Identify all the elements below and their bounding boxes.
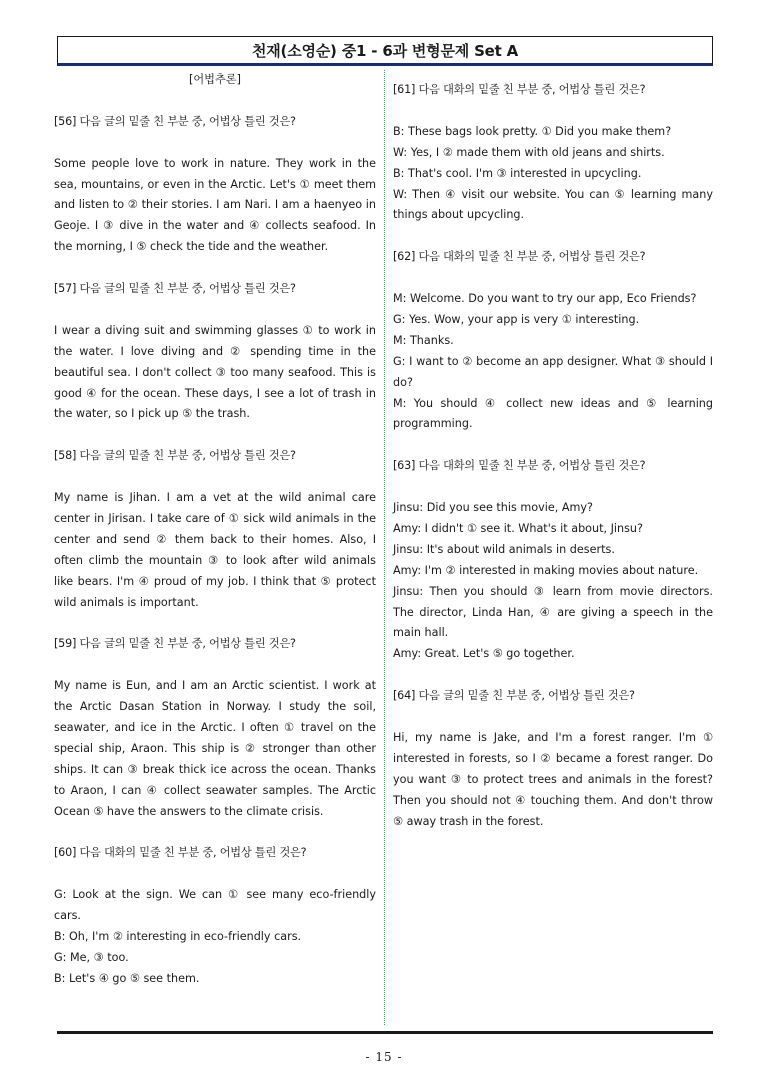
question-61-dialogue	[393, 122, 713, 227]
passage-text: Hi, my name is Jake, and I'm a forest ranger. I'm ① interested in forests, so I ② became a forest ranger. Do you want ③ to protect trees and animals in the forest? Then you should not ④ touching them. And don't throw ⑤ away trash in the forest.	[393, 730, 713, 828]
dialogue-line: Amy: Great. Let's ⑤ go together.	[393, 647, 575, 661]
dialogue-line: Amy: I'm ② interested in making movies about nature.	[393, 563, 699, 577]
dialogue-line: G: Me, ③ too.	[54, 950, 129, 964]
dialogue-line: Jinsu: Then you should ③ learn from movie directors. The director, Linda Han, ④ are giving a speech in the main hall.	[393, 584, 713, 640]
question-59-prompt: [59] 다음 글의 밑줄 친 부분 중, 어법상 틀린 것은?	[54, 637, 296, 651]
question-57-prompt: [57] 다음 글의 밑줄 친 부분 중, 어법상 틀린 것은?	[54, 282, 296, 296]
dialogue-line: M: Welcome. Do you want to try our app, Eco Friends?	[393, 292, 697, 306]
question-62-dialogue	[393, 289, 713, 435]
dialogue-line: Jinsu: It's about wild animals in deserts.	[393, 542, 615, 556]
dialogue-line: B: These bags look pretty. ① Did you make them?	[393, 124, 672, 138]
category-label: [어법추론]	[189, 73, 241, 86]
dialogue-line: W: Yes, I ② made them with old jeans and shirts.	[393, 145, 665, 159]
passage-text: My name is Jihan. I am a vet at the wild animal care center in Jirisan. I take care of ① sick wild animals in the center and send ② them back to their homes. Also, I often climb the mountain ③ to look after wild animals like bears. I'm ④ proud of my job. I think that ⑤ protect wild animals is important.	[54, 491, 376, 609]
right-column	[393, 68, 713, 833]
question-63-prompt: [63] 다음 대화의 밑줄 친 부분 중, 어법상 틀린 것은?	[393, 459, 646, 473]
question-56-prompt: [56] 다음 글의 밑줄 친 부분 중, 어법상 틀린 것은?	[54, 114, 296, 128]
passage-text: Some people love to work in nature. They work in the sea, mountains, or even in the Arctic. Let's ① meet them and listen to ② their stories. I am Nari. I am a haenyeo in Geoje. I ③ dive in the water and ④ collects seafood. In the morning, I ⑤ check the tide and the weather.	[54, 156, 376, 254]
page-number: - 15 -	[365, 1050, 403, 1064]
dialogue-line: W: Then ④ visit our website. You can ⑤ learning many things about upcycling.	[393, 187, 713, 222]
dialogue-line: B: Oh, I'm ② interesting in eco-friendly cars.	[54, 930, 302, 943]
left-column	[54, 68, 376, 990]
question-57-passage	[54, 321, 376, 426]
dialogue-line: M: You should ④ collect new ideas and ⑤ learning programming.	[393, 396, 713, 431]
column-divider	[384, 70, 385, 1025]
page-header	[57, 36, 713, 66]
question-60-prompt: [60] 다음 대화의 밑줄 친 부분 중, 어법상 틀린 것은?	[54, 846, 307, 860]
footer-rule	[57, 1031, 713, 1034]
question-62-prompt: [62] 다음 대화의 밑줄 친 부분 중, 어법상 틀린 것은?	[393, 250, 646, 264]
dialogue-line: B: That's cool. I'm ③ interested in upcycling.	[393, 166, 642, 180]
dialogue-line: B: Let's ④ go ⑤ see them.	[54, 971, 200, 985]
page-title: 천재(소영순) 중1 - 6과 변형문제 Set A	[251, 41, 519, 60]
question-63-dialogue	[393, 498, 713, 665]
question-64-prompt: [64] 다음 글의 밑줄 친 부분 중, 어법상 틀린 것은?	[393, 689, 635, 703]
passage-text: I wear a diving suit and swimming glasses ① to work in the water. I love diving and ② spending time in the beautiful sea. I don't collect ③ too many seafood. This is good ④ for the ocean. These days, I see a lot of trash in the water, so I pick up ⑤ the trash.	[54, 323, 376, 421]
question-58-prompt: [58] 다음 글의 밑줄 친 부분 중, 어법상 틀린 것은?	[54, 449, 296, 463]
dialogue-line: G: Look at the sign. We can ① see many eco-friendly cars.	[54, 888, 376, 923]
question-59-passage	[54, 676, 376, 822]
dialogue-line: G: Yes. Wow, your app is very ① interesting.	[393, 312, 640, 326]
passage-text: My name is Eun, and I am an Arctic scientist. I work at the Arctic Dasan Station in Norway. I study the soil, seawater, and ice in the Arctic. I often ① travel on the special ship, Araon. This ship is ② stronger than other ships. It can ③ break thick ice across the ocean. Thanks to Araon, I can ④ collect seawater samples. The Arctic Ocean ⑤ have the answers to the climate crisis.	[54, 679, 376, 818]
question-58-passage	[54, 488, 376, 613]
question-60-dialogue	[54, 885, 376, 990]
question-56-passage	[54, 154, 376, 259]
dialogue-line: G: I want to ② become an app designer. What ③ should I do?	[393, 354, 713, 389]
dialogue-line: M: Thanks.	[393, 333, 454, 347]
dialogue-line: Jinsu: Did you see this movie, Amy?	[393, 501, 593, 515]
dialogue-line: Amy: I didn't ① see it. What's it about, Jinsu?	[393, 521, 643, 535]
question-64-passage	[393, 728, 713, 833]
question-61-prompt: [61] 다음 대화의 밑줄 친 부분 중, 어법상 틀린 것은?	[393, 83, 646, 96]
